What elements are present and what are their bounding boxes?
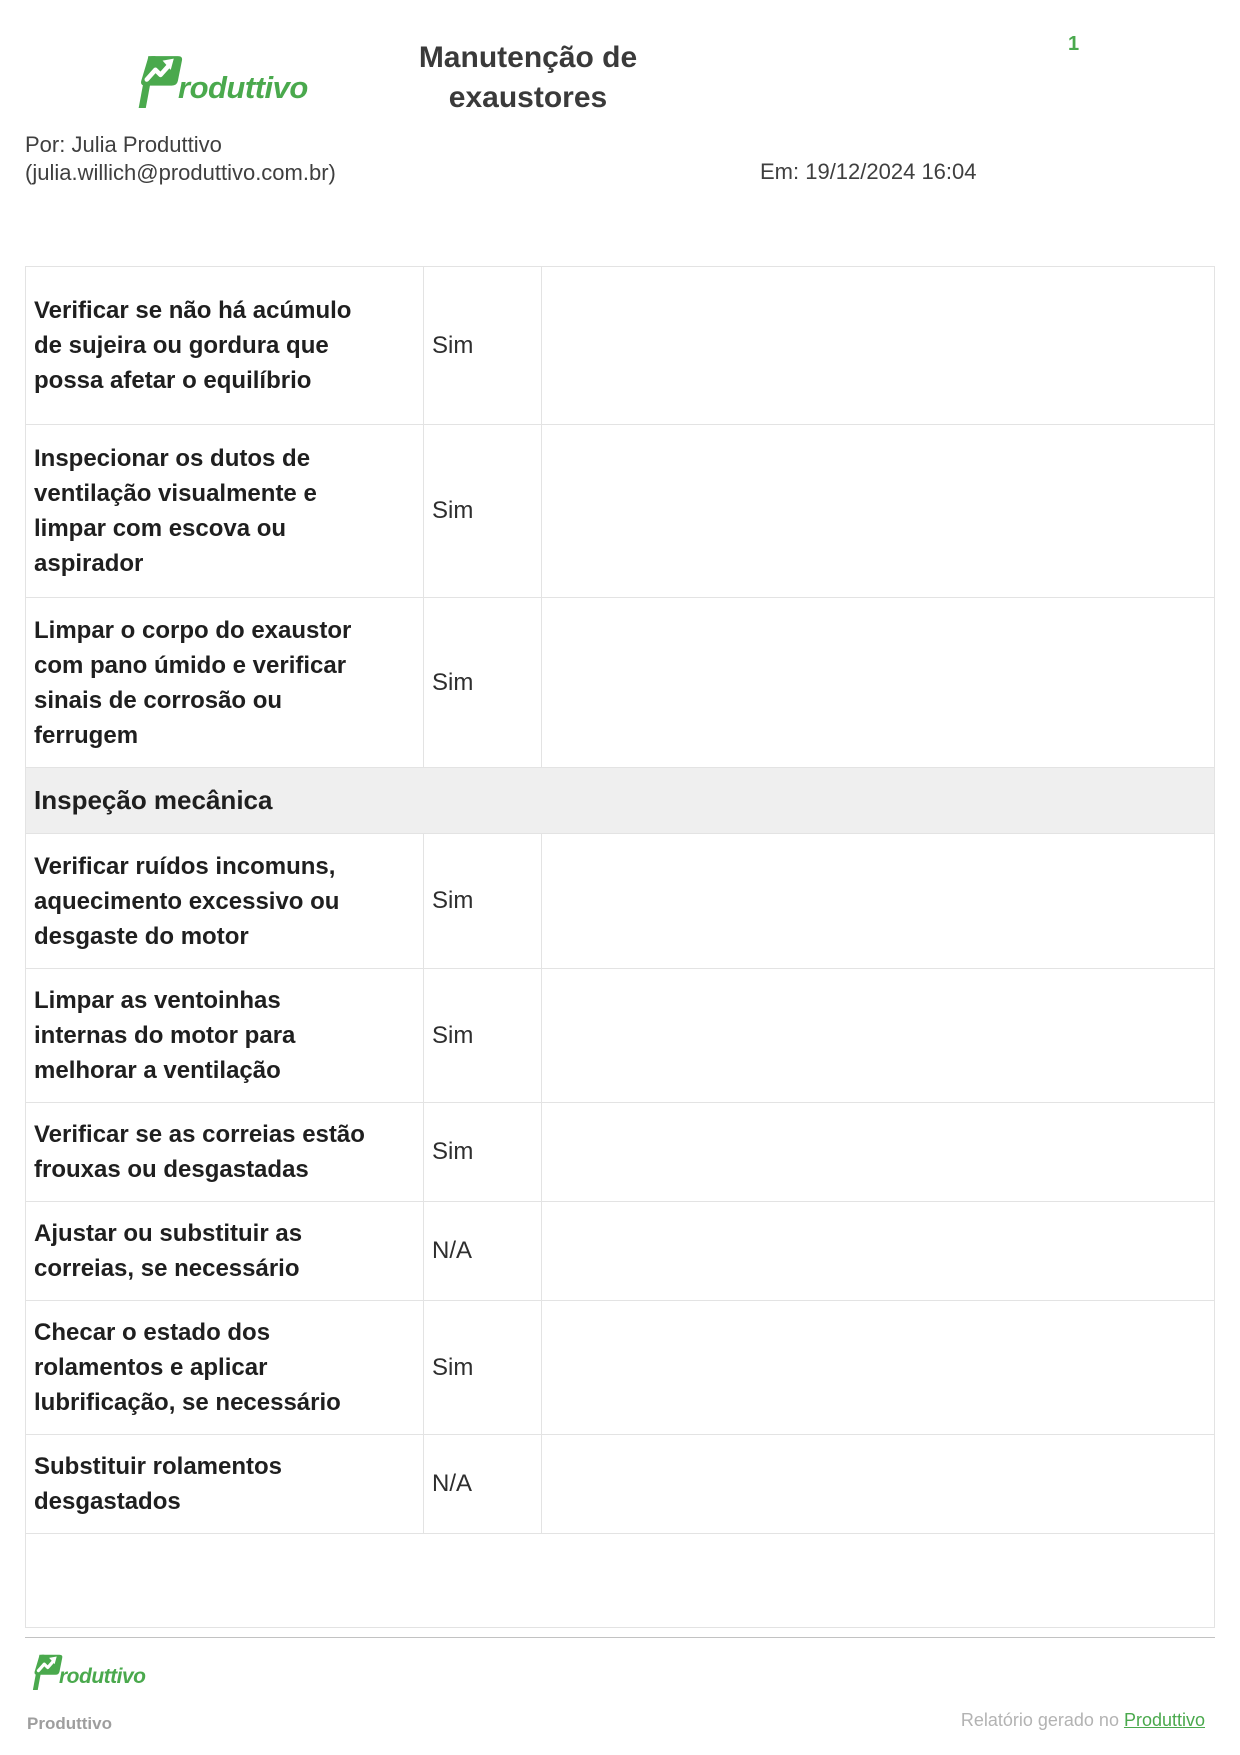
question-cell: Verificar se não há acúmulo de sujeira ou gordura que possa afetar o equilíbrio xyxy=(34,297,352,394)
question-cell: Ajustar ou substituir as correias, se necessário xyxy=(34,1220,303,1282)
question-cell: Substituir rolamentos desgastados xyxy=(34,1453,283,1515)
observation-cell xyxy=(541,834,1214,968)
table-row xyxy=(26,1202,1214,1301)
page-title: Manutenção de exaustores xyxy=(418,41,638,114)
table-row xyxy=(26,425,1214,598)
footer-generated-prefix: Relatório gerado no xyxy=(960,1710,1124,1730)
footer-brand-name: Produttivo xyxy=(27,1714,112,1733)
answer-cell: Sim xyxy=(423,425,541,597)
question-cell: Checar o estado dos rolamentos e aplicar lubrificação, se necessário xyxy=(34,1319,341,1416)
author-name: Por: Julia Produttivo xyxy=(25,132,222,157)
observation-cell xyxy=(541,969,1214,1102)
observation-cell xyxy=(541,1202,1214,1300)
answer-cell: Sim xyxy=(423,1103,541,1201)
produttivo-logo-text: roduttivo xyxy=(178,70,308,105)
observation-cell xyxy=(541,1435,1214,1533)
section-header-row xyxy=(26,768,1214,834)
footer-divider xyxy=(25,1637,1215,1638)
table-row xyxy=(26,1103,1214,1202)
footer-produttivo-logo xyxy=(27,1652,145,1690)
table-row xyxy=(26,969,1214,1103)
author-email: (julia.willich@produttivo.com.br) xyxy=(25,160,336,185)
question-cell: Verificar ruídos incomuns, aquecimento excessivo ou desgaste do motor xyxy=(34,852,340,950)
checklist-table xyxy=(25,266,1215,1628)
observation-cell xyxy=(541,425,1214,597)
footer-produttivo-link[interactable]: Produttivo xyxy=(1123,1710,1205,1730)
question-cell: Limpar o corpo do exaustor com pano úmido e verificar sinais de corrosão ou ferrugem xyxy=(34,616,352,749)
report-meta xyxy=(25,131,336,187)
table-row xyxy=(26,1301,1214,1435)
answer-cell: N/A xyxy=(423,1202,541,1300)
table-empty-area xyxy=(26,1534,1214,1627)
table-row xyxy=(26,834,1214,969)
table-row xyxy=(26,598,1214,768)
question-cell: Verificar se as correias estão frouxas ou desgastadas xyxy=(34,1121,365,1183)
answer-cell: Sim xyxy=(423,1301,541,1434)
answer-cell: Sim xyxy=(423,267,541,424)
page-number: 1 xyxy=(1068,33,1080,55)
footer-produttivo-logo-text: roduttivo xyxy=(59,1665,146,1688)
answer-cell: N/A xyxy=(423,1435,541,1533)
question-cell: Limpar as ventoinhas internas do motor para melhorar a ventilação xyxy=(34,987,296,1084)
report-datetime: Em: 19/12/2024 16:04 xyxy=(760,159,977,184)
produttivo-logo xyxy=(130,52,308,108)
answer-cell: Sim xyxy=(423,834,541,968)
question-cell: Inspecionar os dutos de ventilação visualmente e limpar com escova ou aspirador xyxy=(34,445,317,577)
observation-cell xyxy=(541,1301,1214,1434)
observation-cell xyxy=(541,267,1214,424)
answer-cell: Sim xyxy=(423,598,541,767)
table-row xyxy=(26,1435,1214,1534)
footer-generated-note xyxy=(961,1710,1205,1731)
section-title: Inspeção mecânica xyxy=(34,785,273,815)
observation-cell xyxy=(541,598,1214,767)
answer-cell: Sim xyxy=(423,969,541,1102)
table-row xyxy=(26,267,1214,425)
observation-cell xyxy=(541,1103,1214,1201)
